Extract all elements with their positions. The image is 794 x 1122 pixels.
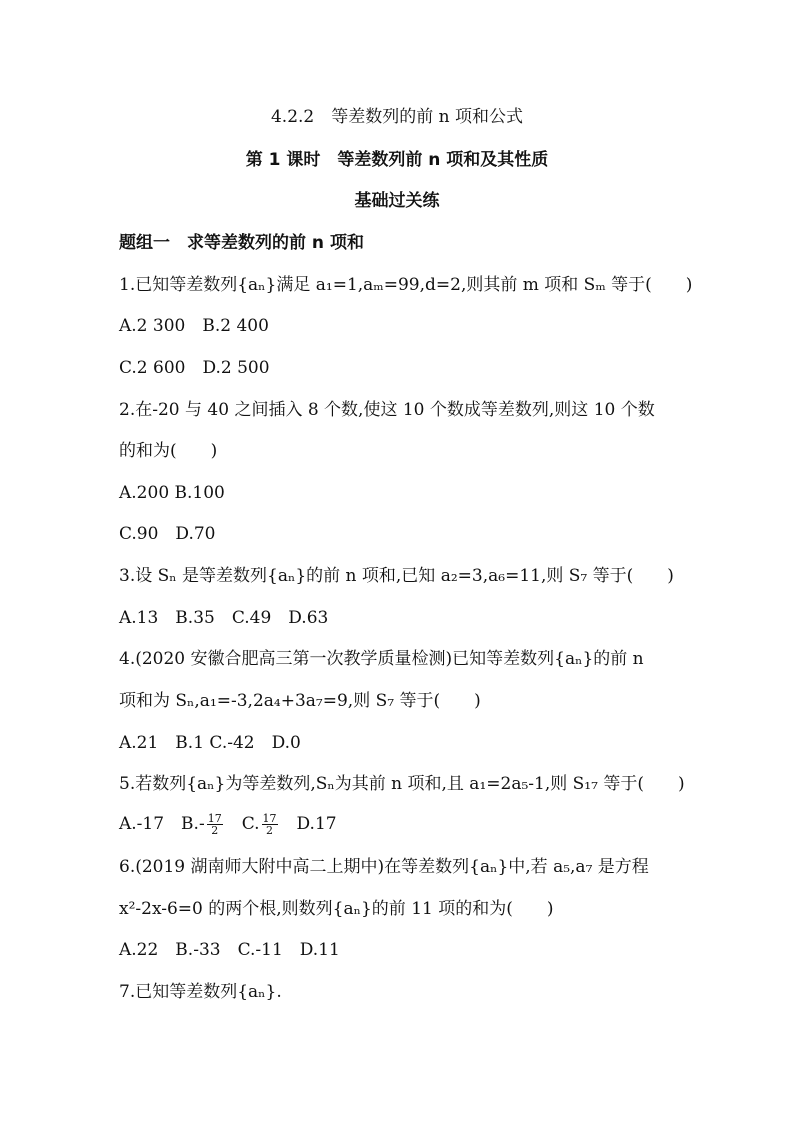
question-3-options: A.13 B.35 C.49 D.63 — [119, 608, 329, 628]
question-5-option-c: C. — [224, 814, 260, 834]
question-4-options: A.21 B.1 C.-42 D.0 — [119, 733, 301, 753]
question-4-stem-line1: 4.(2020 安徽合肥高三第一次教学质量检测)已知等差数列{aₙ}的前 n — [119, 649, 644, 669]
question-6-stem-line2: x²-2x-6=0 的两个根,则数列{aₙ}的前 11 项的和为( ) — [119, 899, 554, 919]
question-2-stem-line1: 2.在-20 与 40 之间插入 8 个数,使这 10 个数成等差数列,则这 10 个数 — [119, 400, 655, 420]
fraction-17-over-2-c — [262, 813, 278, 836]
question-1-stem: 1.已知等差数列{aₙ}满足 a₁=1,aₘ=99,d=2,则其前 m 项和 Sₘ 等于( ) — [119, 275, 693, 295]
fraction-denominator: 2 — [266, 824, 274, 837]
question-2-options-cd: C.90 D.70 — [119, 524, 216, 544]
part-title: 基础过关练 — [354, 191, 440, 211]
fraction-numerator: 17 — [207, 812, 222, 825]
question-1-options-cd: C.2 600 D.2 500 — [119, 358, 270, 378]
fraction-numerator: 17 — [262, 812, 277, 825]
question-7-stem: 7.已知等差数列{aₙ}. — [119, 982, 282, 1002]
question-6-options: A.22 B.-33 C.-11 D.11 — [119, 940, 340, 960]
question-5-option-a-b: A.-17 B.- — [119, 814, 205, 834]
question-5-options — [119, 812, 337, 836]
fraction-denominator: 2 — [211, 824, 219, 837]
lesson-title: 第 1 课时 等差数列前 n 项和及其性质 — [245, 150, 549, 170]
question-6-stem-line1: 6.(2019 湖南师大附中高二上期中)在等差数列{aₙ}中,若 a₅,a₇ 是方程 — [119, 857, 649, 877]
question-5-option-d: D.17 — [279, 814, 337, 834]
question-4-stem-line2: 项和为 Sₙ,a₁=-3,2a₄+3a₇=9,则 S₇ 等于( ) — [119, 691, 481, 711]
section-title: 4.2.2 等差数列的前 n 项和公式 — [270, 107, 523, 127]
question-1-options-ab: A.2 300 B.2 400 — [119, 316, 269, 336]
question-5-stem: 5.若数列{aₙ}为等差数列,Sₙ为其前 n 项和,且 a₁=2a₅-1,则 S₁₇ 等于( ) — [119, 774, 685, 794]
question-2-stem-line2: 的和为( ) — [119, 441, 218, 461]
question-3-stem: 3.设 Sₙ 是等差数列{aₙ}的前 n 项和,已知 a₂=3,a₆=11,则 S₇ 等于( ) — [119, 566, 674, 586]
fraction-17-over-2-b — [207, 813, 223, 836]
question-2-options-ab: A.200 B.100 — [119, 483, 225, 503]
question-group-title: 题组一 求等差数列的前 n 项和 — [119, 233, 364, 253]
